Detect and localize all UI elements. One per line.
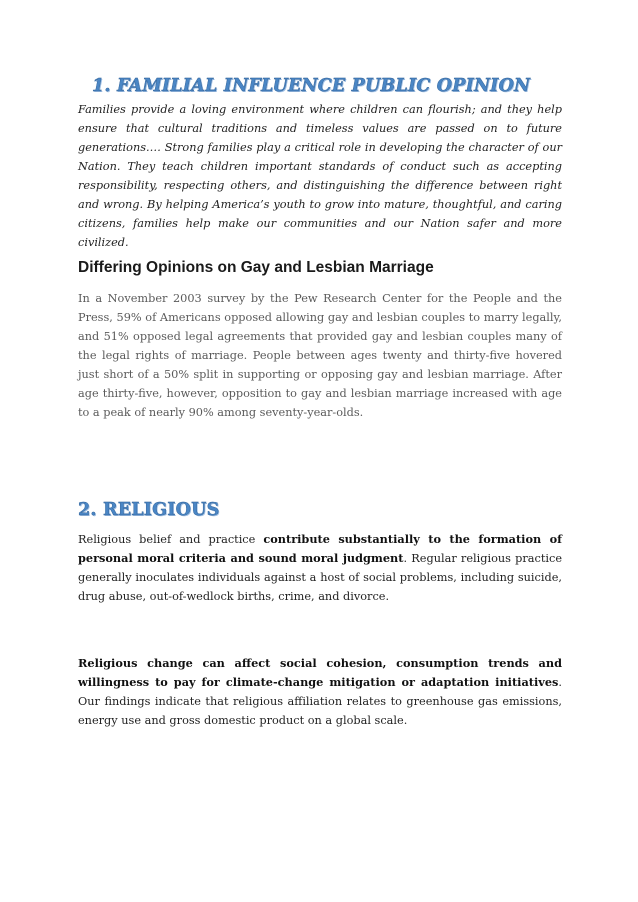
religious-belief-paragraph [78,530,562,606]
religious-change-emphasis: Religious change can affect social cohesion, consumption trends and willingness to pay for climate-change mitigation or adaptation initiatives [78,656,562,689]
pew-survey-paragraph: In a November 2003 survey by the Pew Research Center for the People and the Press, 59% of Americans opposed allowing gay and lesbian couples to marry legally, and 51% opposed legal agreements that provided gay and lesbian couples many of the legal rights of marriage. People between ages twenty and thirty-five hovered just short of a 50% split in supporting or opposing gay and lesbian marriage. After age thirty-five, however, opposition to gay and lesbian marriage increased with age to a peak of nearly 90% among seventy-year-olds. [78,292,562,419]
families-paragraph: Families provide a loving environment where children can flourish; and they help ensure that cultural traditions and timeless values are passed on to future generations.… Strong families play a critical role in developing the character of our Nation. They teach children important standards of conduct such as accepting responsibility, respecting others, and distinguishing the difference between right and wrong. By helping America’s youth to grow into mature, thoughtful, and caring citizens, families help make our communities and our Nation safer and more civilized. [78,103,562,249]
religious-change-tail: . Our findings indicate that religious affiliation relates to greenhouse gas emissions, energy use and gross domestic product on a global scale. [78,676,562,727]
opinions-subheading: Differing Opinions on Gay and Lesbian Marriage [78,259,434,276]
section-2-heading: 2. RELIGIOUS [78,500,220,520]
religious-belief-lead: Religious belief and practice [78,533,264,546]
section-1-heading: 1. FAMILIAL INFLUENCE PUBLIC OPINION [92,76,531,96]
religious-belief-emphasis: contribute substantially to the formation of personal moral criteria and sound moral judgment [78,532,562,565]
religious-change-paragraph [78,654,562,730]
religious-belief-tail: . Regular religious practice generally inoculates individuals against a host of social problems, including suicide, drug abuse, out-of-wedlock births, crime, and divorce. [78,552,563,603]
